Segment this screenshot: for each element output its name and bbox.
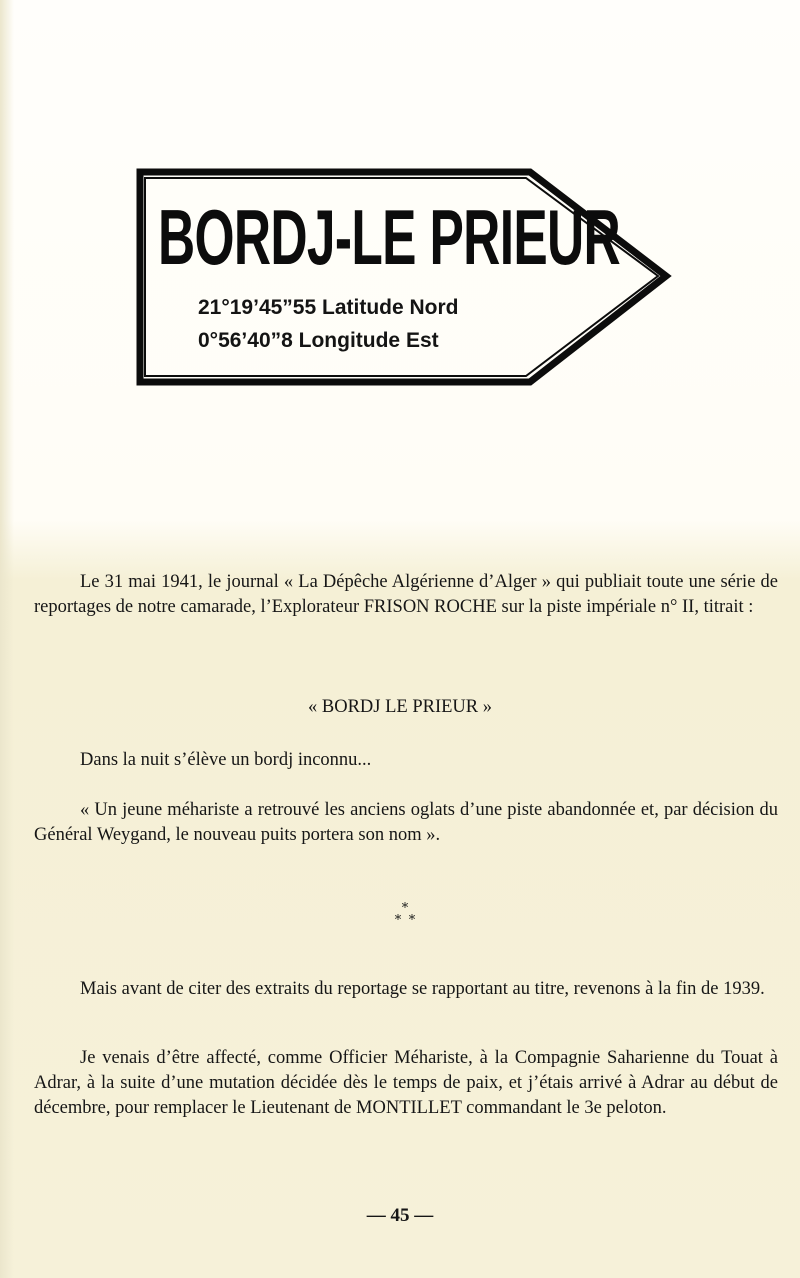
sign-latitude: 21°19’45”55 Latitude Nord <box>198 296 459 319</box>
direction-sign <box>136 168 672 390</box>
paragraph-night: Dans la nuit s’élève un bordj inconnu... <box>80 750 372 770</box>
paragraph-meharist: « Un jeune méhariste a retrouvé les anciens oglats d’une piste abandonnée et, par décision du Général Weygand, le nouveau puits portera son nom ». <box>34 800 778 845</box>
svg-text:*: * <box>394 913 402 928</box>
sign-title: BORDJ-LE PRIEUR <box>158 193 621 281</box>
page-number: — 45 — <box>366 1205 434 1226</box>
quoted-headline: « BORDJ LE PRIEUR » <box>308 697 492 717</box>
paragraph-assignment: Je venais d’être affecté, comme Officier Méhariste, à la Compagnie Saharienne du Touat à Adrar, à la suite d’une mutation décidée dès le temps de paix, et j’étais arrivé à Adrar au début de décembre, pour remplacer le Lieutenant de MONTILLET commandant le 3e peloton. <box>34 1048 778 1118</box>
svg-text:*: * <box>408 913 416 928</box>
svg-text:*: * <box>401 901 409 916</box>
page-edge-shadow <box>0 0 14 1278</box>
sign-longitude: 0°56’40”8 Longitude Est <box>198 329 439 352</box>
paragraph-transition: Mais avant de citer des extraits du reportage se rapportant au titre, revenons à la fin de 1939. <box>80 979 765 999</box>
paragraph-intro: Le 31 mai 1941, le journal « La Dépêche Algérienne d’Alger » qui publiait toute une série de reportages de notre camarade, l’Explorateur FRISON ROCHE sur la piste impériale n° II, titrait : <box>34 572 778 617</box>
asterism-separator-icon <box>380 900 430 930</box>
